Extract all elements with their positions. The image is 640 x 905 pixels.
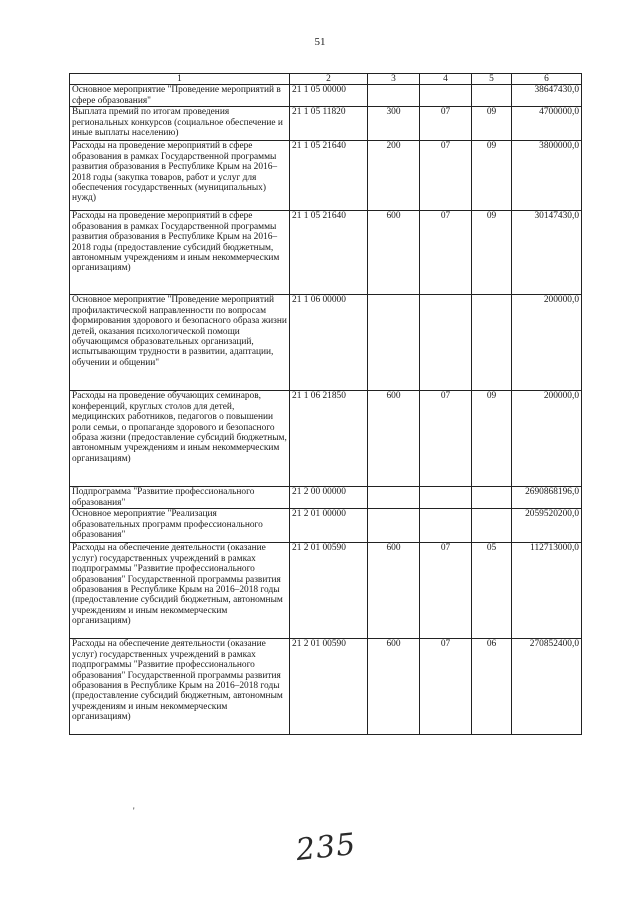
row-name: Подпрограмма "Развитие профессионального образования": [70, 487, 290, 509]
row-name: Расходы на проведение мероприятий в сфере образования в рамках Государственной программы развития образования в Республике Крым на 2016–2018 годы (предоставление субсидий бюджетным, автономным учреждениям и иным некоммерческим организациям): [70, 211, 290, 295]
row-rz: 07: [420, 107, 472, 141]
row-pr: 09: [472, 211, 512, 295]
header-cell: 3: [368, 74, 420, 85]
header-cell: 6: [512, 74, 582, 85]
row-sum: 30147430,0: [512, 211, 582, 295]
header-cell: 5: [472, 74, 512, 85]
row-name: Основное мероприятие "Проведение мероприятий в сфере образования": [70, 85, 290, 107]
row-pr: 09: [472, 141, 512, 211]
row-sum: 270852400,0: [512, 639, 582, 735]
row-pr: [472, 295, 512, 391]
row-pr: 09: [472, 391, 512, 487]
page-number: 51: [314, 36, 326, 48]
row-code: 21 1 06 21850: [290, 391, 368, 487]
table-row: [70, 509, 582, 543]
row-code: 21 2 01 00000: [290, 509, 368, 543]
table-row: [70, 107, 582, 141]
row-vr: 600: [368, 543, 420, 639]
footnote-mark: ': [133, 806, 135, 816]
row-vr: [368, 509, 420, 543]
row-vr: 200: [368, 141, 420, 211]
row-rz: 07: [420, 639, 472, 735]
row-vr: 600: [368, 391, 420, 487]
row-rz: [420, 509, 472, 543]
row-sum: 3800000,0: [512, 141, 582, 211]
header-row: [70, 74, 582, 85]
row-sum: 200000,0: [512, 391, 582, 487]
row-sum: 112713000,0: [512, 543, 582, 639]
row-vr: [368, 85, 420, 107]
row-vr: [368, 487, 420, 509]
row-pr: [472, 85, 512, 107]
row-rz: [420, 295, 472, 391]
row-pr: 06: [472, 639, 512, 735]
row-pr: [472, 509, 512, 543]
table-row: [70, 639, 582, 735]
row-name: Основное мероприятие "Реализация образовательных программ профессионального образования": [70, 509, 290, 543]
table-row: [70, 211, 582, 295]
table-row: [70, 85, 582, 107]
row-vr: 600: [368, 211, 420, 295]
row-rz: 07: [420, 141, 472, 211]
row-code: 21 2 00 00000: [290, 487, 368, 509]
row-name: Расходы на обеспечение деятельности (оказание услуг) государственных учреждений в рамках подпрограммы "Развитие профессионального образования" Государственной программы развития образования в Республике Крым на 2016–2018 годы (предоставление субсидий бюджетным, автономным учреждениям и иным некоммерческим организациям): [70, 639, 290, 735]
table-row: [70, 141, 582, 211]
row-rz: 07: [420, 543, 472, 639]
row-name: Расходы на обеспечение деятельности (оказание услуг) государственных учреждений в рамках подпрограммы "Развитие профессионального образования" Государственной программы развития образования в Республике Крым на 2016–2018 годы (предоставление субсидий бюджетным, автономным учреждениям и иным некоммерческим организациям): [70, 543, 290, 639]
row-rz: [420, 85, 472, 107]
row-name: Выплата премий по итогам проведения региональных конкурсов (социальное обеспечение и иные выплаты населению): [70, 107, 290, 141]
row-code: 21 2 01 00590: [290, 639, 368, 735]
row-sum: 38647430,0: [512, 85, 582, 107]
header-cell: 4: [420, 74, 472, 85]
row-name: Расходы на проведение обучающих семинаров, конференций, круглых столов для детей, медицинских работников, педагогов о повышении роли семьи, о пропаганде здорового и безопасного образа жизни (предоставление субсидий бюджетным, автономным учреждениям и иным некоммерческим организациям): [70, 391, 290, 487]
row-vr: 300: [368, 107, 420, 141]
header-cell: 1: [70, 74, 290, 85]
row-rz: 07: [420, 391, 472, 487]
row-pr: 05: [472, 543, 512, 639]
row-sum: 200000,0: [512, 295, 582, 391]
row-code: 21 2 01 00590: [290, 543, 368, 639]
row-name: Основное мероприятие "Проведение мероприятий профилактической направленности по вопросам формирования здорового и безопасного образа жизни детей, оказания психологической помощи обучающимся образовательных организаций, испытывающим трудности в развитии, адаптации, обучении и общении": [70, 295, 290, 391]
table-row: [70, 295, 582, 391]
header-cell: 2: [290, 74, 368, 85]
handwritten-page-number: 235: [294, 826, 358, 869]
table-row: [70, 543, 582, 639]
row-sum: 2059520200,0: [512, 509, 582, 543]
row-sum: 2690868196,0: [512, 487, 582, 509]
row-vr: [368, 295, 420, 391]
row-rz: [420, 487, 472, 509]
row-code: 21 1 06 00000: [290, 295, 368, 391]
row-vr: 600: [368, 639, 420, 735]
row-pr: [472, 487, 512, 509]
row-pr: 09: [472, 107, 512, 141]
row-code: 21 1 05 00000: [290, 85, 368, 107]
row-sum: 4700000,0: [512, 107, 582, 141]
row-code: 21 1 05 11820: [290, 107, 368, 141]
budget-table: [69, 73, 582, 735]
row-code: 21 1 05 21640: [290, 211, 368, 295]
table-row: [70, 391, 582, 487]
table-row: [70, 487, 582, 509]
row-name: Расходы на проведение мероприятий в сфере образования в рамках Государственной программы развития образования в Республике Крым на 2016–2018 годы (закупка товаров, работ и услуг для обеспечения государственных (муниципальных) нужд): [70, 141, 290, 211]
row-code: 21 1 05 21640: [290, 141, 368, 211]
row-rz: 07: [420, 211, 472, 295]
